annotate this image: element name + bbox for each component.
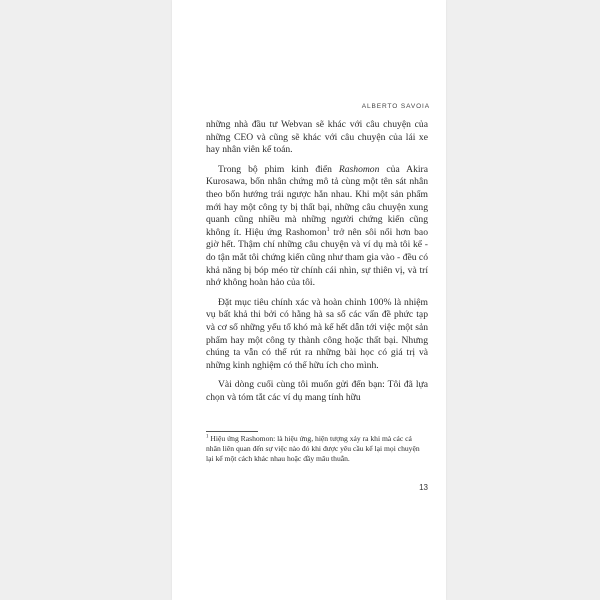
footnote-text: Hiệu ứng Rashomon: là hiệu ứng, hiện tượng xảy ra khi mà các cá nhân liên quan đến sự việc nào đó khi được yêu cầu kể lại mọi chuyện lại kể một cách khác nhau hoặc đầy mâu thuẫn.: [206, 434, 420, 464]
footnote-reference[interactable]: 1: [326, 226, 330, 233]
paragraph-4: Vài dòng cuối cùng tôi muốn gửi đến bạn: Tôi đã lựa chọn và tóm tắt các ví dụ mang tính hữu: [206, 379, 428, 403]
film-title: Rashomon: [338, 163, 380, 175]
page-number: 13: [419, 483, 428, 492]
footnote-mark: 1: [206, 434, 209, 440]
book-page: [172, 0, 446, 600]
paragraph-2-intro: Trong bộ phim kinh điển: [218, 163, 332, 175]
paragraph-2: [206, 164, 428, 290]
body-text: [206, 119, 428, 404]
paragraph-1: những nhà đầu tư Webvan sẽ khác với câu chuyện của những CEO và cũng sẽ khác với câu chuyện của lái xe hay nhân viên kế toán.: [206, 119, 428, 156]
footnote-divider: [206, 431, 258, 432]
paragraph-2-body: của Akira Kurosawa, bốn nhân chứng mô tả cùng một tên sát nhân theo bốn hướng trái ngược hẳn nhau. Khi một sản phẩm mới hay một công ty bị thất bại, những câu chuyện xung quanh cũng nhiều mà những người chứng kiến cũng không ít. Hiệu ứng Rashomon: [206, 163, 428, 238]
running-header-author: ALBERTO SAVOIA: [361, 103, 430, 110]
footnote: [206, 434, 428, 465]
paragraph-2-end: trở nên sôi nổi hơn bao giờ hết. Thậm chí những câu chuyện và ví dụ mà tôi kể - do tận mắt tôi chứng kiến cũng như tham gia vào - đều có khả năng bị bóp méo từ chính cái nhìn, sự thiên vị, và trí nhớ không hoàn hảo của tôi.: [206, 226, 428, 289]
paragraph-3: Đặt mục tiêu chính xác và hoàn chỉnh 100% là nhiệm vụ bất khả thi bởi có hằng hà sa số các vấn đề phức tạp và cơ số những yếu tố khó mà kể hết dẫn tới việc một sản phẩm hay một công ty thành công hoặc thất bại. Nhưng chúng ta vẫn có thể rút ra những bài học có giá trị và những kinh nghiệm có thể hữu ích cho mình.: [206, 296, 428, 371]
